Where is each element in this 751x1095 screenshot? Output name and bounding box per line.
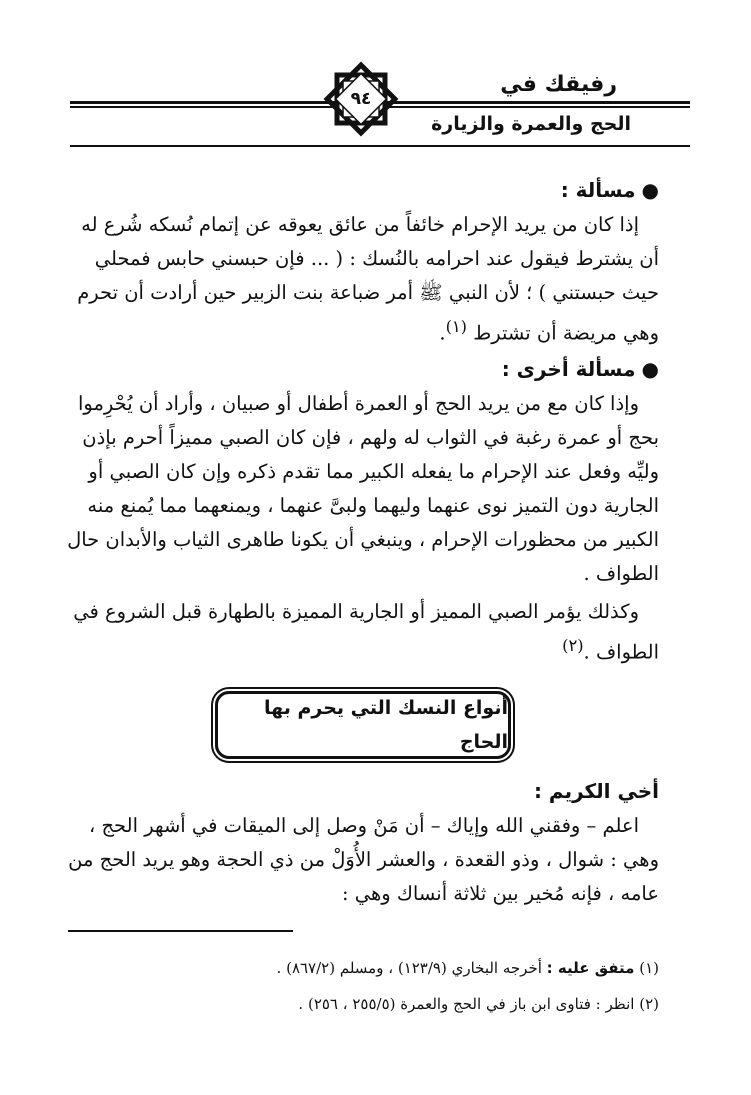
book-subtitle: الحج والعمرة والزيارة: [431, 113, 631, 135]
bullet-icon: ●: [641, 356, 659, 381]
footnote-number: (٢): [639, 995, 659, 1013]
footnote-ref[interactable]: (١): [445, 317, 467, 336]
address-heading: أخي الكريم :: [533, 779, 659, 803]
issue-heading: ●مسألة :: [60, 172, 659, 208]
footnote-text: أخرجه البخاري (١٢٣/٩) ، ومسلم (٨٦٧/٢) .: [276, 959, 542, 977]
bullet-icon: ●: [641, 178, 659, 202]
footnote-text: انظر : فتاوى ابن باز في الحج والعمرة (٢٥٥/٥ ، ٢٥٦) .: [298, 995, 635, 1013]
footnote-item: [60, 986, 659, 1022]
book-title: رفيقك في: [500, 72, 617, 97]
issue-paragraph: وإذا كان مع من يريد الحج أو العمرة أطفال أو صبيان ، وأراد أن يُحْرِموا بحج أو عمرة رغبة في الثواب له ولهم ، فإن كان الصبي مميزاً أحرم بإذن وليِّه وفعل عند الإحرام ما يفعله الكبير مما تقدم ذكره وإن كان الصبي أو الجارية دون التميز نوى عنهما وليهما ولبىَّ عنهما ، ويمنعهما مما يُمنع منه الكبير من محظورات الإحرام ، وينبغي أن يكونا طاهرى الثياب والأبدان حال الطواف .: [67, 391, 659, 585]
issue-paragraph: وكذلك يؤمر الصبي المميز أو الجارية المميزة بالطهارة قبل الشروع في الطواف .$^{(٢)}$: [73, 599, 659, 663]
footnote-rule: [68, 930, 293, 932]
section-title-frame: [60, 691, 659, 761]
page-body: [60, 172, 659, 911]
issue-heading: ●مسألة أخرى :: [60, 351, 659, 387]
footnote-ref[interactable]: (٢): [562, 635, 584, 655]
footnotes: [60, 950, 659, 1022]
issue-paragraph: إذا كان من يريد الإحرام خائفاً من عائق يعوقه عن إتمام نُسكه شُرع له أن يشترط فيقول عند احرامه بالنُسك : ( ... فإن حبسني حابس فمحلي حيث حبستني ) ؛ لأن النبي ﷺ أمر ضباعة بنت الزبير حين أرادت أن تحرم وهي مريضة أن تشترط $^{(١)}$.: [77, 213, 659, 345]
section-paragraph: اعلم – وفقني الله وإياك – أن مَنْ وصل إلى الميقات في أشهر الحج ، وهي : شوال ، وذو القعدة ، والعشر الأُوَلْ من ذي الحجة وهو يريد الحج من عامه ، فإنه مُخير بين ثلاثة أنساك وهي :: [68, 814, 659, 905]
page-number: ٩٤: [350, 89, 372, 109]
header-rule: [70, 145, 690, 147]
footnote-number: (١): [639, 959, 659, 977]
footnote-bold-label: متفق عليه :: [546, 959, 635, 977]
footnote-item: [60, 950, 659, 986]
section-title: أنواع النسك التي يحرم بها الحاج: [215, 691, 511, 759]
